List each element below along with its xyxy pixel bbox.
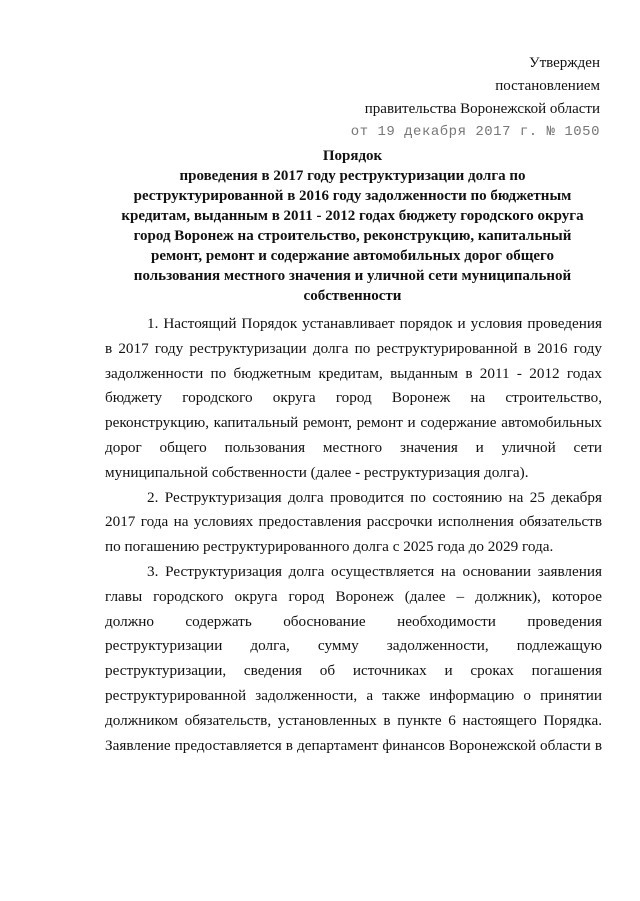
text-line: 3. Реструктуризация долга осуществляется на основании заявления: [147, 562, 602, 580]
approval-line: Утвержден: [528, 55, 600, 71]
paragraph-2: [105, 486, 602, 560]
text-line: реструктуризации, сведения об источниках и сроках погашения: [105, 662, 602, 680]
title-line: собственности: [303, 288, 402, 304]
title-line: город Воронеж на строительство, реконструкцию, капитальный: [133, 228, 572, 244]
title-line: пользования местного значения и уличной сети муниципальной: [133, 268, 572, 284]
approval-line: правительства Воронежской области: [364, 101, 600, 117]
paragraph-1: [105, 312, 602, 486]
paragraph-3: [105, 560, 602, 758]
text-line: реструктурированной задолженности, а также информацию о принятии: [105, 686, 602, 704]
text-line: Заявление предоставляется в департамент финансов Воронежской области в: [105, 736, 602, 754]
decree-date-number: от 19 декабря 2017 г. № 1050: [350, 124, 600, 140]
text-line: реконструкцию, капитальный ремонт, ремонт и содержание автомобильных: [105, 414, 602, 432]
title-heading: Порядок: [322, 148, 383, 164]
text-line: должником обязательств, установленных в пункте 6 настоящего Порядка.: [105, 711, 602, 729]
title-line: кредитам, выданным в 2011 - 2012 годах бюджету городского округа: [121, 208, 584, 224]
text-line: задолженности по бюджетным кредитам, выданным в 2011 - 2012 годах: [105, 364, 602, 382]
text-line: дорог общего пользования местного значения и уличной сети: [105, 438, 602, 456]
title-line: ремонт, ремонт и содержание автомобильных дорог общего: [151, 248, 554, 264]
text-line: 2. Реструктуризация долга проводится по состоянию на 25 декабря: [147, 488, 602, 506]
text-line: 1. Настоящий Порядок устанавливает порядок и условия проведения: [147, 315, 602, 332]
text-line: в 2017 году реструктуризации долга по реструктурированной в 2016 году: [105, 339, 602, 357]
title-line: проведения в 2017 году реструктуризации долга по: [179, 168, 526, 184]
text-line: должно содержать обоснование необходимости проведения: [105, 612, 602, 630]
text-line: реструктуризации долга, сумму задолженности, подлежащую: [105, 637, 602, 655]
title-line: реструктурированной в 2016 году задолженности по бюджетным: [133, 188, 572, 204]
text-line: бюджету городского округа город Воронеж на строительство,: [105, 389, 602, 407]
approval-block: [351, 52, 600, 144]
approval-line: постановлением: [495, 78, 600, 94]
text-line: 2017 года на условиях предоставления рассрочки исполнения обязательств: [105, 513, 602, 531]
document-body: [105, 312, 602, 758]
document-title: [105, 146, 600, 306]
text-line: муниципальной собственности (далее - реструктуризация долга).: [105, 463, 529, 481]
text-line: по погашению реструктурированного долга с 2025 года до 2029 года.: [105, 538, 554, 556]
text-line: главы городского округа город Воронеж (далее – должник), которое: [105, 587, 602, 605]
